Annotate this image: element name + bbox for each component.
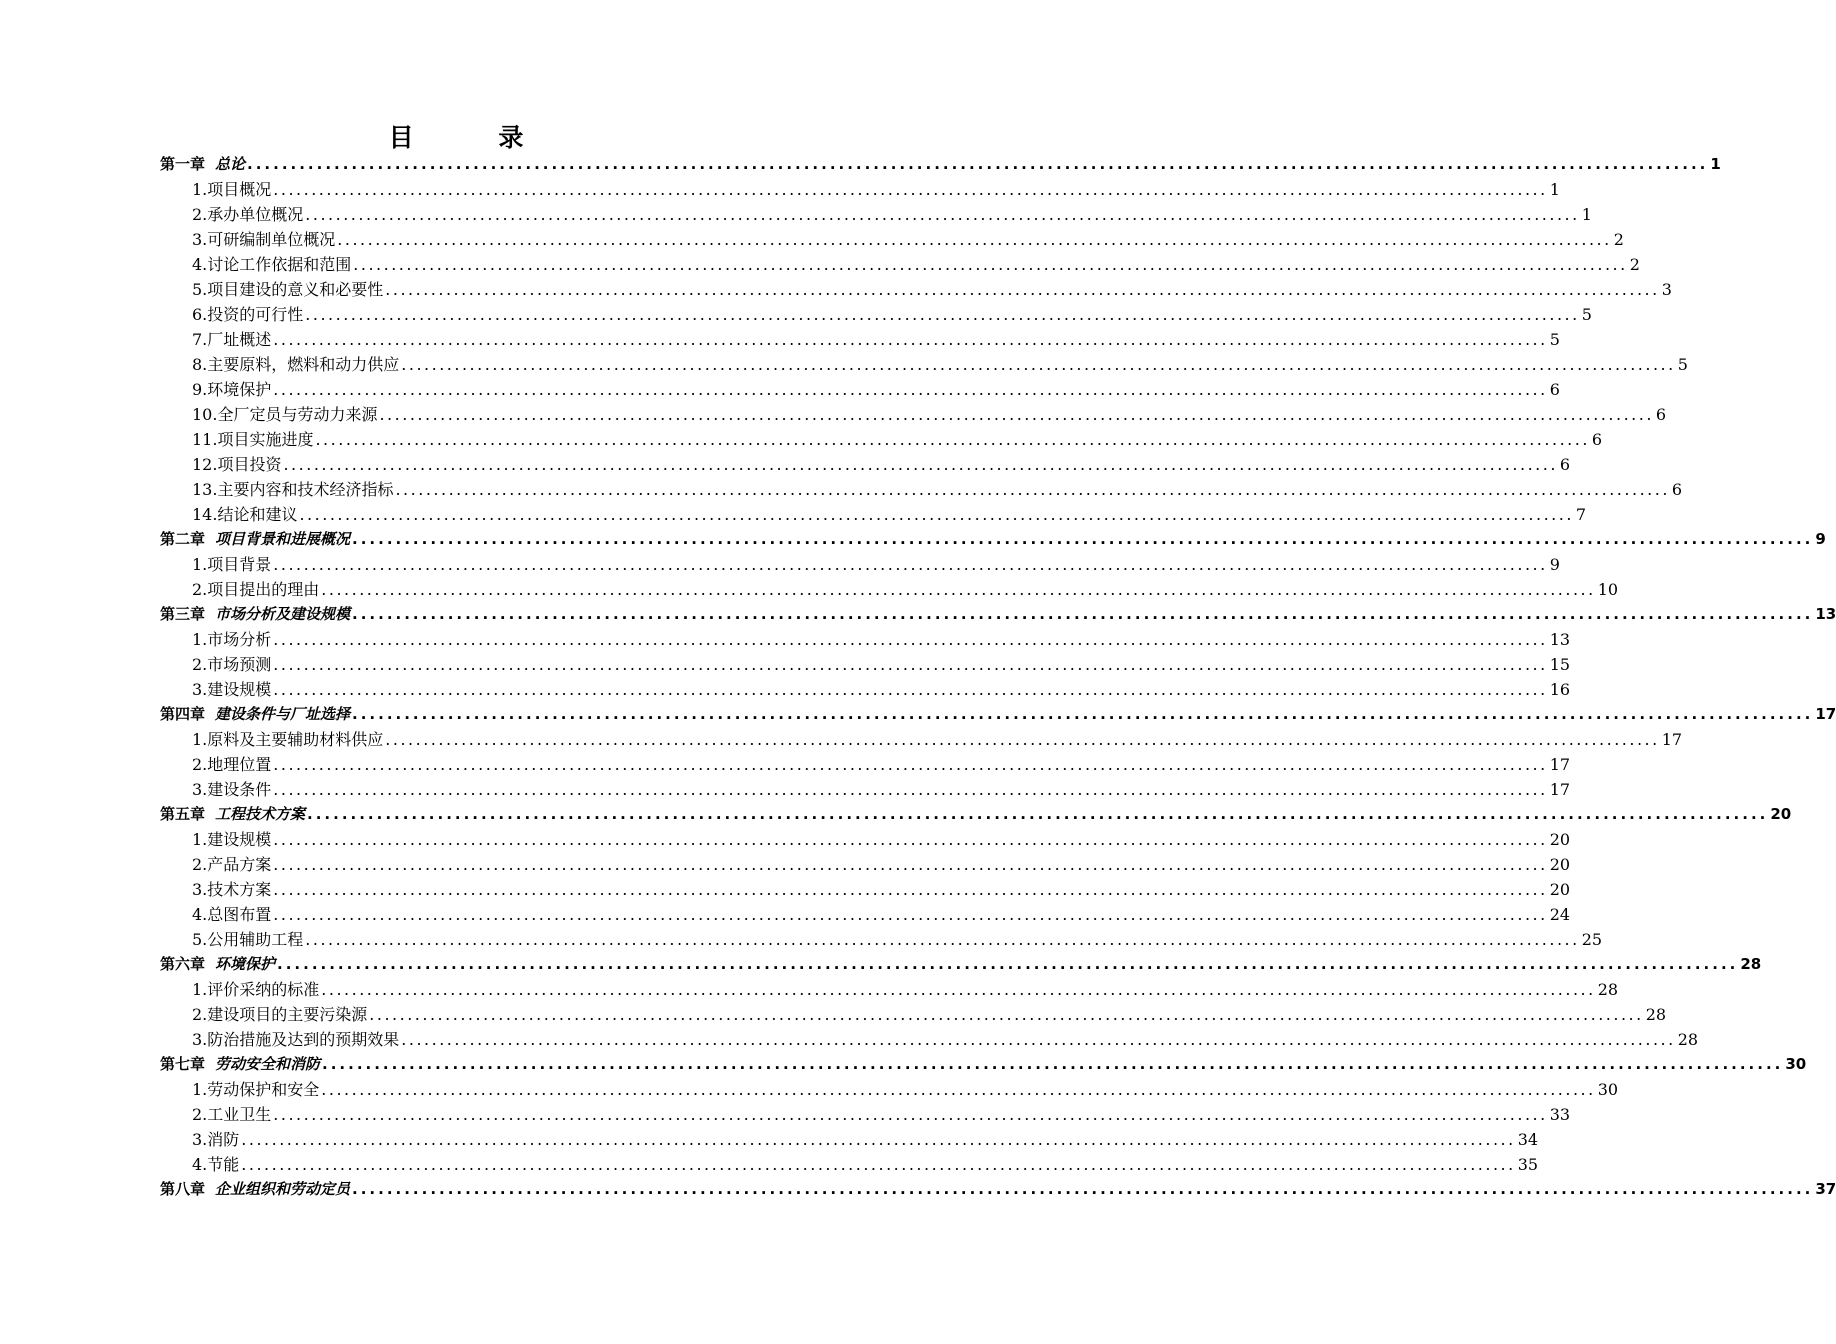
toc-section-entry[interactable]	[160, 777, 1571, 802]
toc-dot-leader: ........................................................................................................................................................................	[352, 530, 1814, 548]
toc-entry-number: 3.	[192, 1030, 208, 1049]
table-of-contents	[160, 152, 1836, 1202]
toc-chapter-entry[interactable]	[160, 152, 1721, 177]
toc-entry-title: 劳动安全和消防	[215, 1055, 321, 1073]
toc-dot-leader: ........................................................................................................................................................................	[305, 305, 1580, 324]
toc-section-entry[interactable]	[160, 427, 1603, 452]
toc-entry-title: 工业卫生	[207, 1105, 272, 1124]
toc-entry-title: 公用辅助工程	[207, 930, 304, 949]
toc-section-entry[interactable]	[160, 852, 1571, 877]
toc-chapter-entry[interactable]	[160, 1052, 1807, 1077]
toc-section-entry[interactable]	[160, 1127, 1539, 1152]
toc-dot-leader: ........................................................................................................................................................................	[277, 955, 1739, 973]
toc-dot-leader: ........................................................................................................................................................................	[305, 205, 1580, 224]
toc-entry-title: 项目提出的理由	[207, 580, 320, 599]
toc-dot-leader: ........................................................................................................................................................................	[273, 905, 1548, 924]
toc-entry-title: 项目建设的意义和必要性	[207, 280, 384, 299]
toc-entry-number: 2.	[192, 655, 208, 674]
toc-dot-leader: ........................................................................................................................................................................	[321, 580, 1596, 599]
toc-dot-leader: ........................................................................................................................................................................	[273, 880, 1548, 899]
toc-section-entry[interactable]	[160, 502, 1587, 527]
toc-entry-number: 3.	[192, 880, 208, 899]
toc-dot-leader: ........................................................................................................................................................................	[305, 930, 1580, 949]
toc-entry-page-number: 2	[1613, 230, 1624, 249]
toc-entry-title: 工程技术方案	[215, 805, 306, 823]
page-title: 目 录	[388, 123, 562, 152]
toc-entry-number: 9.	[192, 380, 208, 399]
toc-entry-title: 地理位置	[207, 755, 272, 774]
toc-entry-title: 厂址概述	[207, 330, 272, 349]
toc-dot-leader: ........................................................................................................................................................................	[299, 505, 1574, 524]
toc-section-entry[interactable]	[160, 552, 1560, 577]
toc-entry-page-number: 20	[1770, 805, 1792, 823]
toc-entry-page-number: 1	[1710, 155, 1721, 173]
toc-entry-number: 2.	[192, 205, 208, 224]
toc-entry-title: 投资的可行性	[207, 305, 304, 324]
toc-dot-leader: ........................................................................................................................................................................	[273, 680, 1548, 699]
toc-dot-leader: ........................................................................................................................................................................	[273, 555, 1548, 574]
toc-entry-title: 结论和建议	[217, 505, 298, 524]
toc-dot-leader: ........................................................................................................................................................................	[241, 1155, 1516, 1174]
toc-entry-page-number: 35	[1517, 1155, 1539, 1174]
toc-entry-number: 6.	[192, 305, 208, 324]
toc-section-entry[interactable]	[160, 277, 1672, 302]
toc-dot-leader: ........................................................................................................................................................................	[247, 155, 1709, 173]
toc-chapter-entry[interactable]	[160, 1177, 1836, 1202]
toc-dot-leader: ........................................................................................................................................................................	[337, 230, 1612, 249]
toc-entry-number: 3.	[192, 230, 208, 249]
toc-section-entry[interactable]	[160, 377, 1560, 402]
toc-dot-leader: ........................................................................................................................................................................	[353, 255, 1628, 274]
toc-dot-leader: ........................................................................................................................................................................	[385, 280, 1660, 299]
toc-entry-number: 1.	[192, 980, 208, 999]
toc-entry-page-number: 1	[1549, 180, 1560, 199]
toc-entry-number: 2.	[192, 580, 208, 599]
toc-entry-title: 建设规模	[207, 830, 272, 849]
toc-dot-leader: ........................................................................................................................................................................	[273, 755, 1548, 774]
toc-entry-number: 第二章	[160, 530, 206, 548]
toc-dot-leader: ........................................................................................................................................................................	[395, 480, 1670, 499]
toc-entry-page-number: 33	[1549, 1105, 1571, 1124]
toc-entry-number: 2.	[192, 1005, 208, 1024]
toc-dot-leader: ........................................................................................................................................................................	[273, 1105, 1548, 1124]
toc-section-entry[interactable]	[160, 752, 1571, 777]
toc-entry-title: 技术方案	[207, 880, 272, 899]
toc-entry-page-number: 30	[1785, 1055, 1807, 1073]
toc-entry-number: 5.	[192, 930, 208, 949]
toc-entry-title: 建设规模	[207, 680, 272, 699]
toc-entry-page-number: 28	[1597, 980, 1619, 999]
toc-dot-leader: ........................................................................................................................................................................	[352, 605, 1814, 623]
toc-section-entry[interactable]	[160, 1152, 1539, 1177]
toc-section-entry[interactable]	[160, 577, 1619, 602]
toc-chapter-entry[interactable]	[160, 702, 1836, 727]
toc-entry-title: 项目概况	[207, 180, 272, 199]
toc-dot-leader: ........................................................................................................................................................................	[273, 630, 1548, 649]
toc-entry-page-number: 6	[1655, 405, 1667, 424]
toc-entry-title: 消防	[207, 1130, 240, 1149]
toc-section-entry[interactable]	[160, 452, 1571, 477]
toc-dot-leader: ........................................................................................................................................................................	[273, 780, 1548, 799]
toc-entry-page-number: 28	[1740, 955, 1762, 973]
toc-entry-title: 市场分析	[207, 630, 272, 649]
toc-entry-title: 项目实施进度	[217, 430, 314, 449]
toc-entry-page-number: 13	[1549, 630, 1571, 649]
toc-entry-page-number: 5	[1549, 330, 1560, 349]
toc-entry-number: 8.	[192, 355, 208, 374]
toc-section-entry[interactable]	[160, 927, 1603, 952]
toc-entry-number: 14.	[192, 505, 218, 524]
toc-entry-number: 1.	[192, 830, 208, 849]
toc-dot-leader: ........................................................................................................................................................................	[322, 1055, 1784, 1073]
toc-section-entry[interactable]	[160, 252, 1640, 277]
toc-dot-leader: ........................................................................................................................................................................	[401, 1030, 1676, 1049]
toc-chapter-entry[interactable]	[160, 602, 1836, 627]
toc-dot-leader: ........................................................................................................................................................................	[315, 430, 1590, 449]
toc-entry-number: 2.	[192, 1105, 208, 1124]
toc-section-entry[interactable]	[160, 1077, 1619, 1102]
toc-section-entry[interactable]	[160, 1002, 1667, 1027]
toc-entry-number: 7.	[192, 330, 208, 349]
toc-entry-title: 原料及主要辅助材料供应	[207, 730, 384, 749]
toc-entry-page-number: 6	[1549, 380, 1560, 399]
toc-entry-title: 项目背景和进展概况	[215, 530, 351, 548]
toc-entry-page-number: 5	[1581, 305, 1592, 324]
toc-entry-title: 建设项目的主要污染源	[207, 1005, 368, 1024]
toc-chapter-entry[interactable]	[160, 952, 1762, 977]
toc-section-entry[interactable]	[160, 652, 1571, 677]
toc-entry-number: 10.	[192, 405, 218, 424]
toc-section-entry[interactable]	[160, 1027, 1699, 1052]
toc-entry-title: 全厂定员与劳动力来源	[217, 405, 378, 424]
toc-dot-leader: ........................................................................................................................................................................	[352, 705, 1814, 723]
toc-entry-page-number: 20	[1549, 880, 1571, 899]
toc-entry-number: 1.	[192, 555, 208, 574]
toc-section-entry[interactable]	[160, 202, 1592, 227]
toc-entry-page-number: 3	[1661, 280, 1672, 299]
toc-section-entry[interactable]	[160, 977, 1619, 1002]
toc-entry-number: 3.	[192, 780, 208, 799]
toc-entry-title: 总论	[215, 155, 246, 173]
toc-entry-page-number: 20	[1549, 855, 1571, 874]
toc-entry-title: 环境保护	[215, 955, 276, 973]
toc-entry-page-number: 24	[1549, 905, 1571, 924]
toc-entry-title: 建设条件与厂址选择	[215, 705, 351, 723]
toc-entry-number: 1.	[192, 180, 208, 199]
toc-section-entry[interactable]	[160, 902, 1571, 927]
toc-entry-number: 5.	[192, 280, 208, 299]
toc-entry-number: 3.	[192, 1130, 208, 1149]
toc-entry-number: 1.	[192, 630, 208, 649]
toc-entry-title: 主要内容和技术经济指标	[217, 480, 394, 499]
toc-entry-title: 承办单位概况	[207, 205, 304, 224]
toc-section-entry[interactable]	[160, 877, 1571, 902]
toc-section-entry[interactable]	[160, 352, 1688, 377]
toc-dot-leader: ........................................................................................................................................................................	[273, 830, 1548, 849]
toc-entry-page-number: 30	[1597, 1080, 1619, 1099]
toc-dot-leader: ........................................................................................................................................................................	[369, 1005, 1644, 1024]
toc-entry-number: 2.	[192, 755, 208, 774]
toc-section-entry[interactable]	[160, 177, 1560, 202]
toc-section-entry[interactable]	[160, 677, 1571, 702]
toc-entry-page-number: 6	[1671, 480, 1683, 499]
toc-entry-number: 4.	[192, 905, 208, 924]
toc-dot-leader: ........................................................................................................................................................................	[385, 730, 1660, 749]
toc-entry-title: 市场分析及建设规模	[215, 605, 351, 623]
toc-entry-number: 1.	[192, 1080, 208, 1099]
toc-entry-number: 4.	[192, 255, 208, 274]
toc-entry-title: 可研编制单位概况	[207, 230, 336, 249]
toc-entry-page-number: 10	[1597, 580, 1619, 599]
toc-entry-page-number: 17	[1549, 780, 1571, 799]
toc-dot-leader: ........................................................................................................................................................................	[273, 330, 1548, 349]
toc-dot-leader: ........................................................................................................................................................................	[273, 380, 1548, 399]
toc-section-entry[interactable]	[160, 727, 1683, 752]
toc-entry-page-number: 13	[1815, 605, 1836, 623]
toc-entry-title: 产品方案	[207, 855, 272, 874]
toc-entry-title: 防治措施及达到的预期效果	[207, 1030, 400, 1049]
toc-entry-page-number: 2	[1629, 255, 1640, 274]
toc-entry-page-number: 7	[1575, 505, 1587, 524]
toc-entry-number: 第五章	[160, 805, 206, 823]
toc-entry-number: 第四章	[160, 705, 206, 723]
toc-section-entry[interactable]	[160, 227, 1624, 252]
toc-entry-number: 12.	[192, 455, 218, 474]
toc-entry-number: 第一章	[160, 155, 206, 173]
toc-entry-page-number: 17	[1815, 705, 1836, 723]
toc-entry-number: 3.	[192, 680, 208, 699]
toc-entry-number: 第八章	[160, 1180, 206, 1198]
toc-entry-page-number: 9	[1815, 530, 1826, 548]
toc-dot-leader: ........................................................................................................................................................................	[273, 180, 1548, 199]
toc-dot-leader: ........................................................................................................................................................................	[241, 1130, 1516, 1149]
toc-entry-title: 建设条件	[207, 780, 272, 799]
toc-entry-page-number: 1	[1581, 205, 1592, 224]
toc-dot-leader: ........................................................................................................................................................................	[352, 1180, 1814, 1198]
toc-entry-page-number: 6	[1591, 430, 1603, 449]
toc-entry-number: 2.	[192, 855, 208, 874]
toc-entry-page-number: 34	[1517, 1130, 1539, 1149]
toc-section-entry[interactable]	[160, 477, 1683, 502]
toc-entry-title: 市场预测	[207, 655, 272, 674]
toc-chapter-entry[interactable]	[160, 802, 1792, 827]
toc-entry-page-number: 15	[1549, 655, 1571, 674]
toc-entry-page-number: 9	[1549, 555, 1560, 574]
toc-entry-title: 总图布置	[207, 905, 272, 924]
toc-entry-title: 环境保护	[207, 380, 272, 399]
toc-section-entry[interactable]	[160, 302, 1592, 327]
toc-entry-title: 节能	[207, 1155, 240, 1174]
toc-entry-page-number: 37	[1815, 1180, 1836, 1198]
toc-entry-page-number: 6	[1559, 455, 1571, 474]
toc-dot-leader: ........................................................................................................................................................................	[283, 455, 1558, 474]
toc-entry-number: 13.	[192, 480, 218, 499]
toc-chapter-entry[interactable]	[160, 527, 1826, 552]
toc-dot-leader: ........................................................................................................................................................................	[401, 355, 1676, 374]
toc-section-entry[interactable]	[160, 627, 1571, 652]
toc-section-entry[interactable]	[160, 327, 1560, 352]
toc-dot-leader: ........................................................................................................................................................................	[273, 855, 1548, 874]
toc-section-entry[interactable]	[160, 1102, 1571, 1127]
toc-entry-number: 1.	[192, 730, 208, 749]
toc-section-entry[interactable]	[160, 402, 1667, 427]
toc-entry-number: 第七章	[160, 1055, 206, 1073]
toc-entry-title: 劳动保护和安全	[207, 1080, 320, 1099]
toc-dot-leader: ........................................................................................................................................................................	[379, 405, 1654, 424]
toc-entry-page-number: 28	[1677, 1030, 1699, 1049]
toc-entry-page-number: 28	[1645, 1005, 1667, 1024]
toc-entry-title: 项目投资	[217, 455, 282, 474]
toc-dot-leader: ........................................................................................................................................................................	[321, 980, 1596, 999]
toc-entry-title: 评价采纳的标准	[207, 980, 320, 999]
toc-entry-page-number: 17	[1549, 755, 1571, 774]
toc-entry-number: 第六章	[160, 955, 206, 973]
toc-entry-title: 讨论工作依据和范围	[207, 255, 352, 274]
toc-entry-page-number: 17	[1661, 730, 1683, 749]
toc-entry-page-number: 16	[1549, 680, 1571, 699]
toc-section-entry[interactable]	[160, 827, 1571, 852]
toc-dot-leader: ........................................................................................................................................................................	[321, 1080, 1596, 1099]
toc-entry-title: 主要原料，燃料和动力供应	[207, 355, 400, 374]
toc-dot-leader: ........................................................................................................................................................................	[307, 805, 1769, 823]
toc-entry-title: 企业组织和劳动定员	[215, 1180, 351, 1198]
toc-dot-leader: ........................................................................................................................................................................	[273, 655, 1548, 674]
toc-entry-page-number: 20	[1549, 830, 1571, 849]
toc-entry-title: 项目背景	[207, 555, 272, 574]
toc-entry-number: 11.	[192, 430, 218, 449]
toc-entry-number: 第三章	[160, 605, 206, 623]
toc-entry-number: 4.	[192, 1155, 208, 1174]
toc-entry-page-number: 5	[1677, 355, 1688, 374]
toc-entry-page-number: 25	[1581, 930, 1603, 949]
